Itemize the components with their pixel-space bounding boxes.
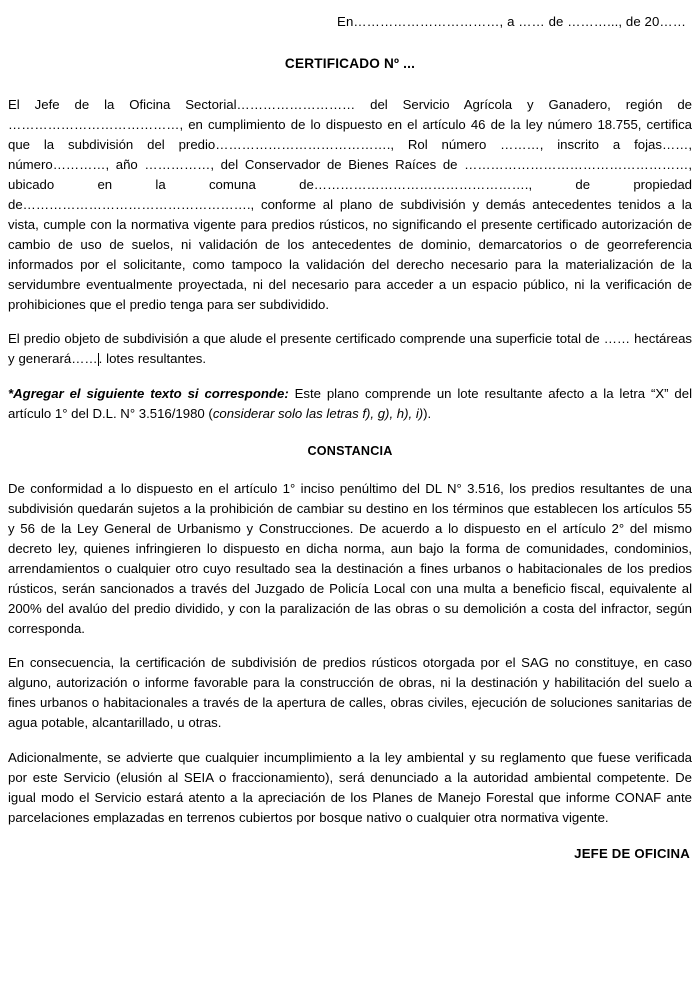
optional-text-note-body: Este plano comprende un lote resultante afecto a la letra “X” del artículo 1° del D.L. N° 3.516/1980 ( [8,385,692,421]
signature-label: JEFE DE OFICINA [574,845,690,861]
document-title: CERTIFICADO Nº ... [284,56,416,72]
certificate-body-paragraph: El Jefe de la Oficina Sectorial……………………… del Servicio Agrícola y Ganadero, región de …………………………………, en cumplimiento de lo dispuesto en el artículo 46 de la ley número 18.755, certifica que la subdivisión del predio…………………………………., Rol número ………, inscrito a fojas……, número…………, año ……………, del Conservador de Bienes Raíces de ……………………………………………, ubicado en la comuna de…………………………………………., de propiedad de……………………………………………., conforme al plano de subdivisión y demás antecedentes tenidos a la vista, cumple con la normativa vigente para predios rústicos, no significando el presente certificado autorización de cambio de uso de suelos, ni validación de los antecedentes de dominio, demarcatorios o de georreferencia informados por el solicitante, como tampoco la validación del derecho necesario para la materialización de la servidumbre eventualmente proyectada, ni del necesario para acceder a un espacio público, ni la verificación de prohibiciones que el predio tenga para ser subdividido. [8,96,692,313]
optional-text-note-italic: considerar solo las letras f), g), h), i) [212,405,424,421]
optional-text-note-tail: ). [423,405,432,421]
optional-text-note [8,384,692,424]
surface-area-paragraph [8,329,692,369]
surface-area-text-end: . lotes resultantes. [98,351,207,367]
constancia-paragraph-1: De conformidad a lo dispuesto en el artículo 1° inciso penúltimo del DL N° 3.516, los predios resultantes de una subdivisión quedarán sujetos a la prohibición de cambiar su destino en los términos que establecen los artículos 55 y 56 de la Ley General de Urbanismo y Construcciones. De acuerdo a lo dispuesto en el artículo 2° del mismo decreto ley, quienes infringieren lo dispuesto en dicha norma, aun bajo la forma de comunidades, condominios, arrendamientos o cualquier otro cuyo resultado sea la destinación a fines urbanos o habitacionales de los predios rústicos, serán sancionados a través del Juzgado de Policía Local con una multa a beneficio fiscal, equivalente al 200% del avalúo del predio dividido, y con la paralización de las obras o su demolición a costa del infractor, según corresponda. [8,480,692,637]
constancia-paragraph-2: En consecuencia, la certificación de subdivisión de predios rústicos otorgada por el SAG no constituye, en caso alguno, autorización o informe favorable para la construcción de obras, ni la destinación y habilitación del suelo a fines urbanos o habitacionales a través de la apertura de calles, obras civiles, ejecución de soluciones sanitarias de agua potable, alcantarillado, u otras. [8,655,692,731]
date-place-line: En……………………………, a …… de ………..., de 20…… [337,14,686,29]
constancia-paragraph-3: Adicionalmente, se advierte que cualquier incumplimiento a la ley ambiental y su reglamento que fuese verificada por este Servicio (elusión al SEIA o fraccionamiento), será denunciado a la autoridad ambiental competente. De igual modo el Servicio estará atento a la apreciación de los Planes de Manejo Forestal que informe CONAF ante parcelaciones emplazadas en terrenos cubiertos por bosque nativo o cualquier otra normativa vigente. [8,749,692,825]
optional-text-note-lead: *Agregar el siguiente texto si corresponde: [8,385,289,401]
constancia-heading: CONSTANCIA [307,443,393,458]
surface-area-text: El predio objeto de subdivisión a que alude el presente certificado comprende una superficie total de …… hectáreas y generará…… [8,331,692,367]
